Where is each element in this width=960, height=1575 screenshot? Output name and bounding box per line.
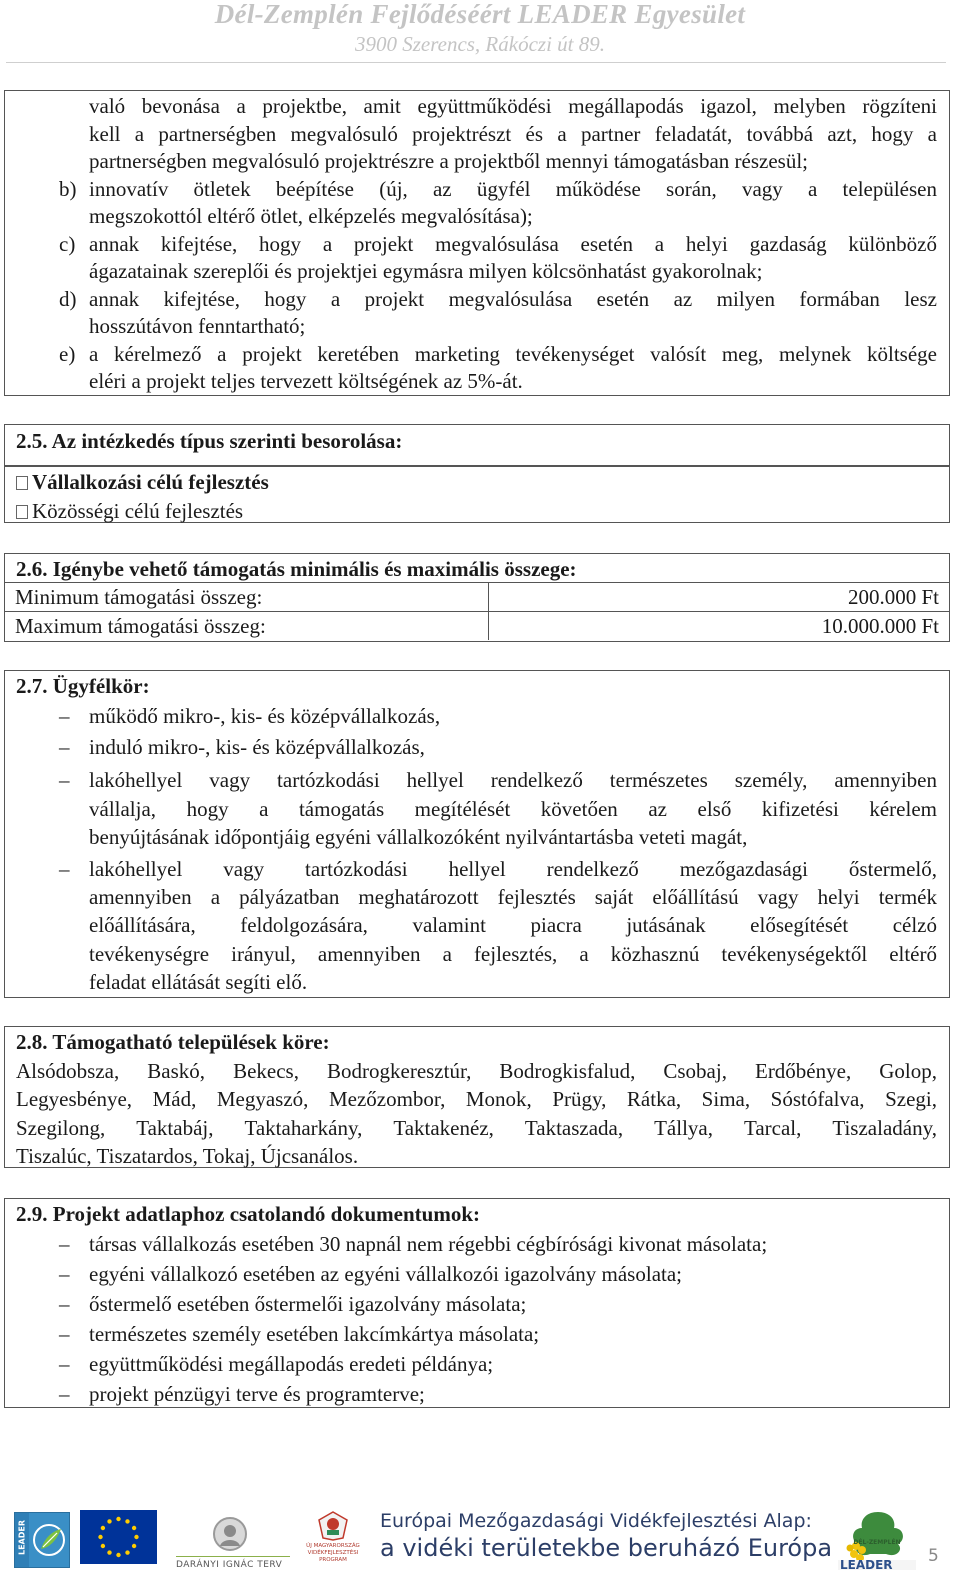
item-line: működő mikro-, kis- és középvállalkozás, [89,704,441,728]
dash-bullet: – [59,857,70,881]
settlement-line: Szegilong, Taktabáj, Taktaharkány, Taktakenéz, Taktaszada, Tállya, Tarcal, Tiszaladány, [16,1115,937,1140]
item-label: e) [59,341,76,366]
criteria-item-d [5,286,937,341]
item-line: induló mikro-, kis- és középvállalkozás, [89,735,425,759]
section-2-5-heading-box [4,424,950,466]
item-line: annak kifejtése, hogy a projekt megvalósulása esetén a helyi gazdaság különböző [89,231,937,256]
min-value: 200.000 Ft [489,583,950,612]
section-2-9-box [4,1198,950,1408]
item-line: amennyiben a pályázatban meghatározott fejlesztés saját előállítású vagy helyi termék [89,885,937,910]
item-line: lakóhellyel vagy tartózkodási hellyel rendelkező mezőgazdasági őstermelő, [89,857,937,881]
min-label: Minimum támogatási összeg: [5,583,489,612]
section-2-6-box [4,553,950,642]
list-item [5,1321,937,1351]
section-2-9-title: 2.9. Projekt adatlaphoz csatolandó dokumentumok: [16,1202,480,1226]
leader-vertical-text: LEADER [17,1519,27,1556]
checkbox-icon[interactable] [16,505,28,519]
list-item [5,1351,937,1381]
eu-stars-icon [80,1510,157,1564]
table-row [5,583,949,612]
settlement-list [16,1057,937,1170]
dash-bullet: – [59,1232,70,1256]
item-line: megszokottól eltérő ötlet, elképzelés megvalósítása); [89,204,533,228]
list-item [5,734,937,766]
dash-bullet: – [59,704,70,728]
dash-bullet: – [59,1352,70,1376]
client-list [5,703,937,996]
criteria-intro-line: való bevonása a projektbe, amit együttműködési megállapodás igazol, melyben rögzíteni [89,94,937,118]
section-2-5-options [4,466,950,523]
checkbox-icon[interactable] [16,476,28,490]
item-label: b) [59,176,77,201]
eu-fund-line-1: Európai Mezőgazdasági Vidékfejlesztési Alap: [380,1510,812,1532]
criteria-list [5,93,937,396]
criteria-intro-line: kell a partnerségben megvalósuló projektrészt és a partner feladatát, továbbá azt, hogy a [89,121,937,146]
eu-flag-logo [80,1510,157,1564]
dash-bullet: – [59,735,70,759]
item-line: tevékenységre irányul, amennyiben a fejlesztés, a közhasznú tevékenységektől eltérő [89,941,937,966]
max-value: 10.000.000 Ft [489,612,950,641]
umvp-label: ÚJ MAGYARORSZÁG VIDÉKFEJLESZTÉSI PROGRAM [306,1543,360,1563]
umvp-logo [300,1510,366,1566]
list-item [5,1291,937,1321]
page-header [0,0,960,62]
item-line: annak kifejtése, hogy a projekt megvalósulása esetén az milyen formában lesz [89,286,937,311]
settlement-line: Tiszalúc, Tiszatardos, Tokaj, Újcsanálos. [16,1143,359,1168]
daranyi-label: DARÁNYI IGNÁC TERV [176,1560,283,1570]
page-number: 5 [928,1546,939,1566]
eu-fund-line-2: a vidéki területekbe beruházó Európa [380,1534,833,1562]
crest-icon [315,1510,351,1542]
item-line: lakóhellyel vagy tartózkodási hellyel rendelkező természetes személy, amennyiben [89,768,937,792]
settlement-line: Alsódobsza, Baskó, Bekecs, Bodrogkeresztúr, Bodrogkisfalud, Csobaj, Erdőbénye, Golop, [16,1059,937,1083]
item-line: hosszútávon fenntartható; [89,314,306,338]
section-2-7-box [4,670,950,998]
dash-bullet: – [59,768,70,792]
section-2-5-title: 2.5. Az intézkedés típus szerinti besorolása: [16,429,403,453]
dash-bullet: – [59,1382,70,1406]
list-item [5,766,937,855]
item-line: a kérelmező a projekt keretében marketing tevékenységet valósít meg, melynek költsége [89,341,937,366]
section-2-8-title: 2.8. Támogatható települések köre: [16,1030,330,1054]
criteria-item-b [5,176,937,231]
item-line: előállítására, feldolgozására, valamint piacra jutásának elősegítését célzó [89,913,937,938]
item-line: innovatív ötletek beépítése (új, az ügyfél működése során, vagy a településen [89,176,937,201]
del-zemplen-leader-logo [838,1506,916,1570]
dash-bullet: – [59,1292,70,1316]
organization-name: Dél-Zemplén Fejlődéséért LEADER Egyesület [214,0,746,29]
table-row [5,612,949,641]
option-label: Közösségi célú fejlesztés [32,499,244,523]
criteria-box [4,90,950,396]
option-community-development[interactable] [16,497,243,525]
list-item [5,855,937,996]
item-label: c) [59,231,76,256]
dash-bullet: – [59,1262,70,1286]
section-2-8-box [4,1026,950,1168]
item-line: projekt pénzügyi terve és programterve; [89,1382,425,1406]
support-amount-table [5,582,949,640]
criteria-intro-line: partnerségben megvalósuló projektrészre a projektből mennyi támogatásban részesül; [89,149,809,173]
list-item [5,1381,937,1411]
dash-bullet: – [59,1322,70,1346]
item-line: egyéni vállalkozó esetében az egyéni vállalkozói igazolvány másolata; [89,1262,683,1286]
item-line: őstermelő esetében őstermelői igazolvány másolata; [89,1292,527,1316]
section-2-7-title: 2.7. Ügyfélkör: [16,674,150,698]
documents-list [5,1231,937,1411]
item-line: benyújtásának időpontjáig egyéni vállalkozóként nyilvántartásba veteti magát, [89,825,748,849]
item-line: feladat ellátását segíti elő. [89,969,308,994]
header-divider [6,62,946,63]
page-footer [0,1496,960,1574]
criteria-item-c [5,231,937,286]
item-label: d) [59,286,77,311]
item-line: vállalja, hogy a támogatás megítélését követően az első kifizetési kérelem [89,796,937,821]
item-line: természetes személy esetében lakcímkártya másolata; [89,1322,540,1346]
list-item [5,1261,937,1291]
dz-leader-label: LEADER [840,1558,893,1572]
item-line: ágazatainak szereplői és projektjei egymásra milyen kölcsönhatást gyakorolnak; [89,259,763,283]
leader-logo [14,1512,70,1568]
list-item [5,703,937,734]
daranyi-ignac-logo [176,1512,290,1572]
option-business-development[interactable] [16,468,269,496]
criteria-item-e [5,341,937,396]
list-item [5,1231,937,1261]
item-line: társas vállalkozás esetében 30 napnál nem régebbi cégbírósági kivonat másolata; [89,1232,768,1256]
organization-address: 3900 Szerencs, Rákóczi út 89. [354,32,605,56]
portrait-medallion-icon [212,1516,248,1552]
section-2-6-title: 2.6. Igénybe vehető támogatás minimális és maximális összege: [16,557,577,581]
dz-top-label: DÉL-ZEMPLÉN [853,1539,901,1546]
leaf-icon [31,1519,67,1561]
max-label: Maximum támogatási összeg: [5,612,489,641]
item-line: együttműködési megállapodás eredeti példánya; [89,1352,494,1376]
settlement-line: Legyesbénye, Mád, Megyaszó, Mezőzombor, Monok, Prügy, Rátka, Sima, Sóstófalva, Szegi, [16,1087,937,1112]
item-line: eléri a projekt teljes tervezett költségének az 5%-át. [89,369,523,393]
option-label: Vállalkozási célú fejlesztés [32,470,269,494]
